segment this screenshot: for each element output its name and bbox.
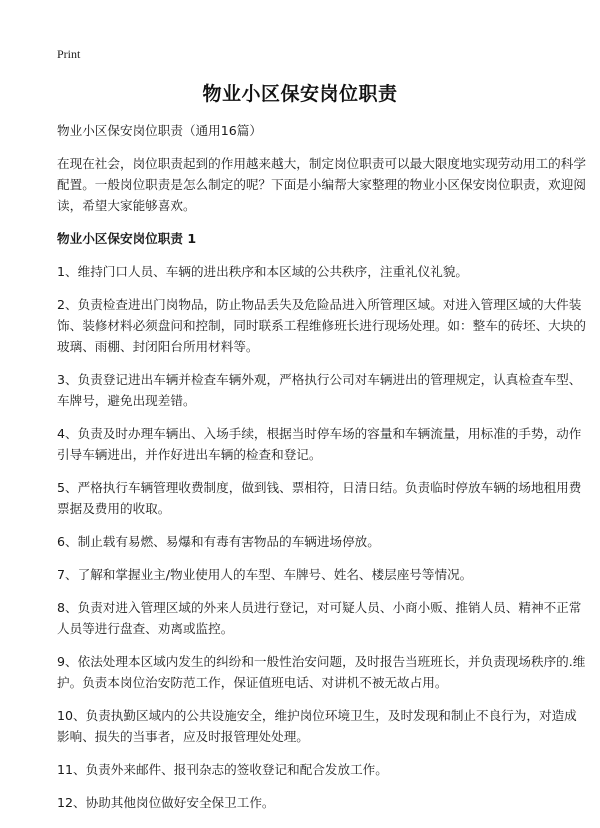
print-label: Print xyxy=(57,47,81,61)
duty-item-7: 7、了解和掌握业主/物业使用人的车型、车牌号、姓名、楼层座号等情况。 xyxy=(57,567,473,582)
duty-item-8: 8、负责对进入管理区域的外来人员进行登记，对可疑人员、小商小贩、推销人员、精神不正常人员等进行盘查、劝离或监控。 xyxy=(57,600,582,636)
duty-item-12: 12、协助其他岗位做好安全保卫工作。 xyxy=(57,795,275,810)
section-heading: 物业小区保安岗位职责 1 xyxy=(57,231,197,246)
duty-item-2: 2、负责检查进出门岗物品，防止物品丢失及危险品进入所管理区域。对进入管理区域的大件装饰、装修材料必须盘问和控制，同时联系工程维修班长进行现场处理。如：整车的砖坯、大块的玻璃、雨棚、封闭阳台所用材料等。 xyxy=(57,297,586,354)
duty-item-4: 4、负责及时办理车辆出、入场手续，根据当时停车场的容量和车辆流量，用标准的手势，动作引导车辆进出，并作好进出车辆的检查和登记。 xyxy=(57,426,582,462)
duty-item-5: 5、严格执行车辆管理收费制度，做到钱、票相符，日清日结。负责临时停放车辆的场地租用费票据及费用的收取。 xyxy=(57,480,582,516)
duty-item-3: 3、负责登记进出车辆并检查车辆外观，严格执行公司对车辆进出的管理规定，认真检查车型、车牌号，避免出现差错。 xyxy=(57,372,582,408)
duty-item-1: 1、维持门口人员、车辆的进出秩序和本区域的公共秩序，注重礼仪礼貌。 xyxy=(57,264,469,279)
document-body xyxy=(57,120,587,825)
duty-item-9: 9、依法处理本区域内发生的纠纷和一般性治安问题，及时报告当班班长，并负责现场秩序的.维护。负责本岗位治安防范工作，保证值班电话、对讲机不被无故占用。 xyxy=(57,654,586,690)
duty-item-11: 11、负责外来邮件、报刊杂志的签收登记和配合发放工作。 xyxy=(57,762,388,777)
intro-paragraph: 在现在社会，岗位职责起到的作用越来越大，制定岗位职责可以最大限度地实现劳动用工的科学配置。一般岗位职责是怎么制定的呢？下面是小编帮大家整理的物业小区保安岗位职责，欢迎阅读，希望大家能够喜欢。 xyxy=(57,156,586,213)
duty-item-10: 10、负责执勤区域内的公共设施安全，维护岗位环境卫生，及时发现和制止不良行为，对造成影响、损失的当事者，应及时报管理处处理。 xyxy=(57,708,577,744)
page-title: 物业小区保安岗位职责 xyxy=(202,83,398,105)
document-subtitle: 物业小区保安岗位职责（通用16篇） xyxy=(57,123,262,138)
duty-item-6: 6、制止载有易燃、易爆和有毒有害物品的车辆进场停放。 xyxy=(57,534,380,549)
